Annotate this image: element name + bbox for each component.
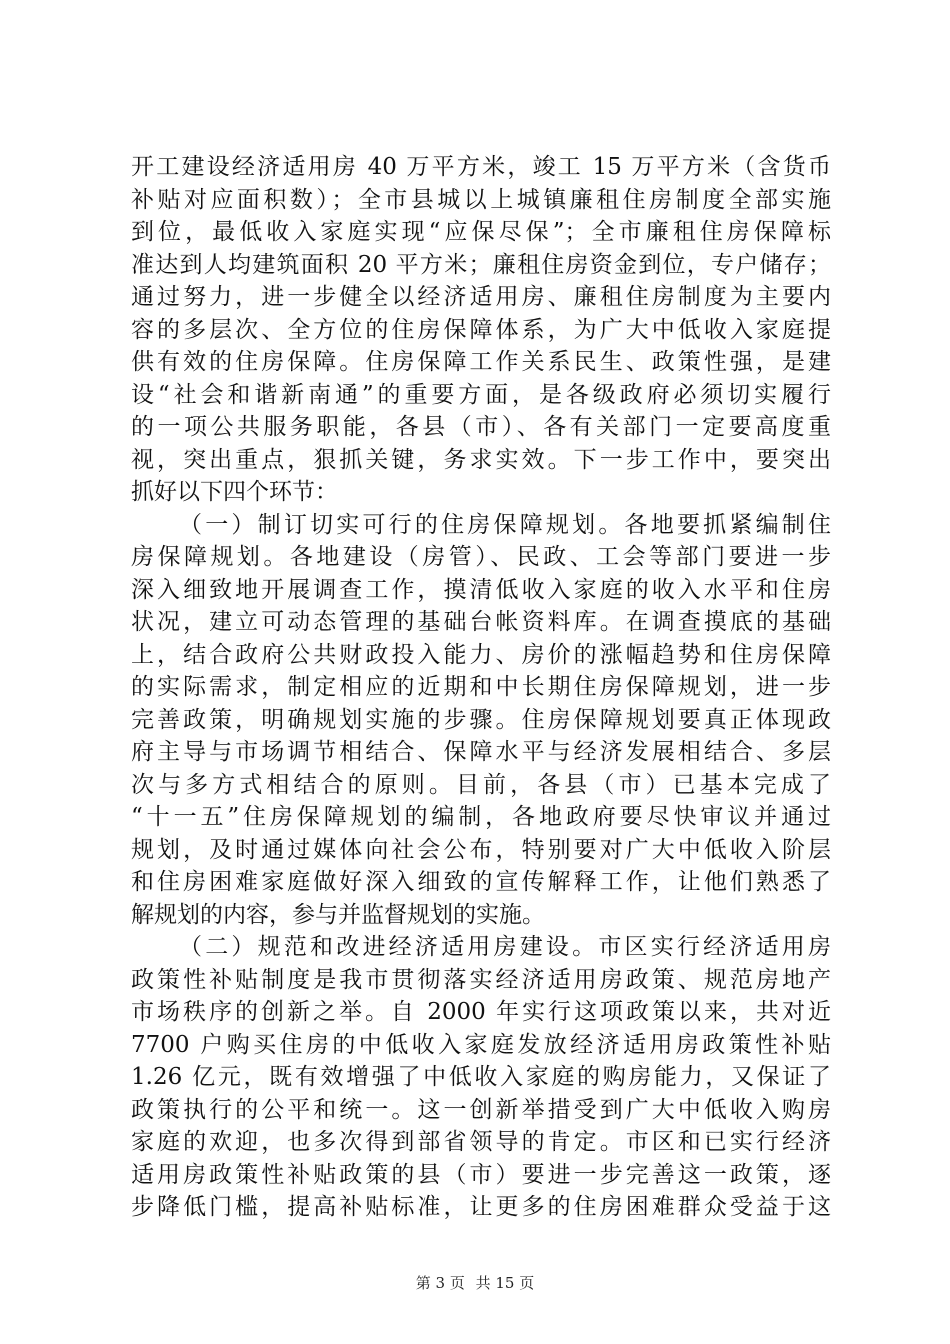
- text-line: 适用房政策性补贴政策的县（市）要进一步完善这一政策，逐: [131, 1161, 831, 1188]
- text-line: 准达到人均建筑面积 20 平方米；廉租住房资金到位，专户储存；: [131, 251, 831, 278]
- text-line: 政策性补贴制度是我市贯彻落实经济适用房政策、规范房地产: [131, 966, 831, 993]
- text-line: 次与多方式相结合的原则。目前，各县（市）已基本完成了: [131, 771, 831, 798]
- text-line: 补贴对应面积数）；全市县城以上城镇廉租住房制度全部实施: [131, 186, 831, 213]
- text-line: 政策执行的公平和统一。这一创新举措受到广大中低收入购房: [131, 1096, 831, 1123]
- text-line: 和住房困难家庭做好深入细致的宣传解释工作，让他们熟悉了: [131, 869, 831, 895]
- text-line: 步降低门槛，提高补贴标准，让更多的住房困难群众受益于这: [131, 1194, 831, 1220]
- text-line: 设“社会和谐新南通”的重要方面，是各级政府必须切实履行: [131, 381, 831, 408]
- text-line: 通过努力，进一步健全以经济适用房、廉租住房制度为主要内: [131, 284, 831, 310]
- paragraph-first-line: （一）制订切实可行的住房保障规划。各地要抓紧编制住: [179, 511, 831, 538]
- text-line: 解规划的内容，参与并监督规划的实施。: [131, 901, 545, 928]
- text-line: “十一五”住房保障规划的编制，各地政府要尽快审议并通过: [131, 804, 831, 830]
- text-line: 的实际需求，制定相应的近期和中长期住房保障规划，进一步: [131, 674, 831, 700]
- text-line: 深入细致地开展调查工作，摸清低收入家庭的收入水平和住房: [131, 576, 831, 603]
- text-line: 开工建设经济适用房 40 万平方米，竣工 15 万平方米（含货币: [131, 154, 831, 180]
- text-line: 上，结合政府公共财政投入能力、房价的涨幅趋势和住房保障: [131, 641, 831, 668]
- text-line: 抓好以下四个环节：: [131, 479, 338, 505]
- text-line: 市场秩序的创新之举。自 2000 年实行这项政策以来，共对近: [131, 999, 831, 1025]
- text-line: 视，突出重点，狠抓关键，务求实效。下一步工作中，要突出: [131, 446, 831, 473]
- text-line: 状况，建立可动态管理的基础台帐资料库。在调查摸底的基础: [131, 609, 831, 635]
- text-line: 到位，最低收入家庭实现“应保尽保”；全市廉租住房保障标: [131, 219, 831, 245]
- paragraph-first-line: （二）规范和改进经济适用房建设。市区实行经济适用房: [179, 934, 831, 960]
- text-line: 的一项公共服务职能，各县（市）、各有关部门一定要高度重: [131, 414, 831, 440]
- text-line: 府主导与市场调节相结合、保障水平与经济发展相结合、多层: [131, 739, 831, 765]
- text-line: 家庭的欢迎，也多次得到部省领导的肯定。市区和已实行经济: [131, 1129, 831, 1155]
- text-line: 完善政策，明确规划实施的步骤。住房保障规划要真正体现政: [131, 706, 831, 733]
- document-body: [131, 151, 831, 1224]
- text-line: 7700 户购买住房的中低收入家庭发放经济适用房政策性补贴: [131, 1031, 831, 1058]
- text-line: 1.26 亿元，既有效增强了中低收入家庭的购房能力，又保证了: [131, 1064, 831, 1090]
- text-line: 规划，及时通过媒体向社会公布，特别要对广大中低收入阶层: [131, 836, 831, 863]
- page-total: 共 15 页: [475, 1274, 535, 1292]
- text-line: 供有效的住房保障。住房保障工作关系民生、政策性强，是建: [131, 349, 831, 375]
- text-line: 房保障规划。各地建设（房管）、民政、工会等部门要进一步: [131, 544, 831, 570]
- page-footer: [0, 1273, 950, 1293]
- page-number: 第 3 页: [415, 1274, 465, 1292]
- text-line: 容的多层次、全方位的住房保障体系，为广大中低收入家庭提: [131, 316, 831, 343]
